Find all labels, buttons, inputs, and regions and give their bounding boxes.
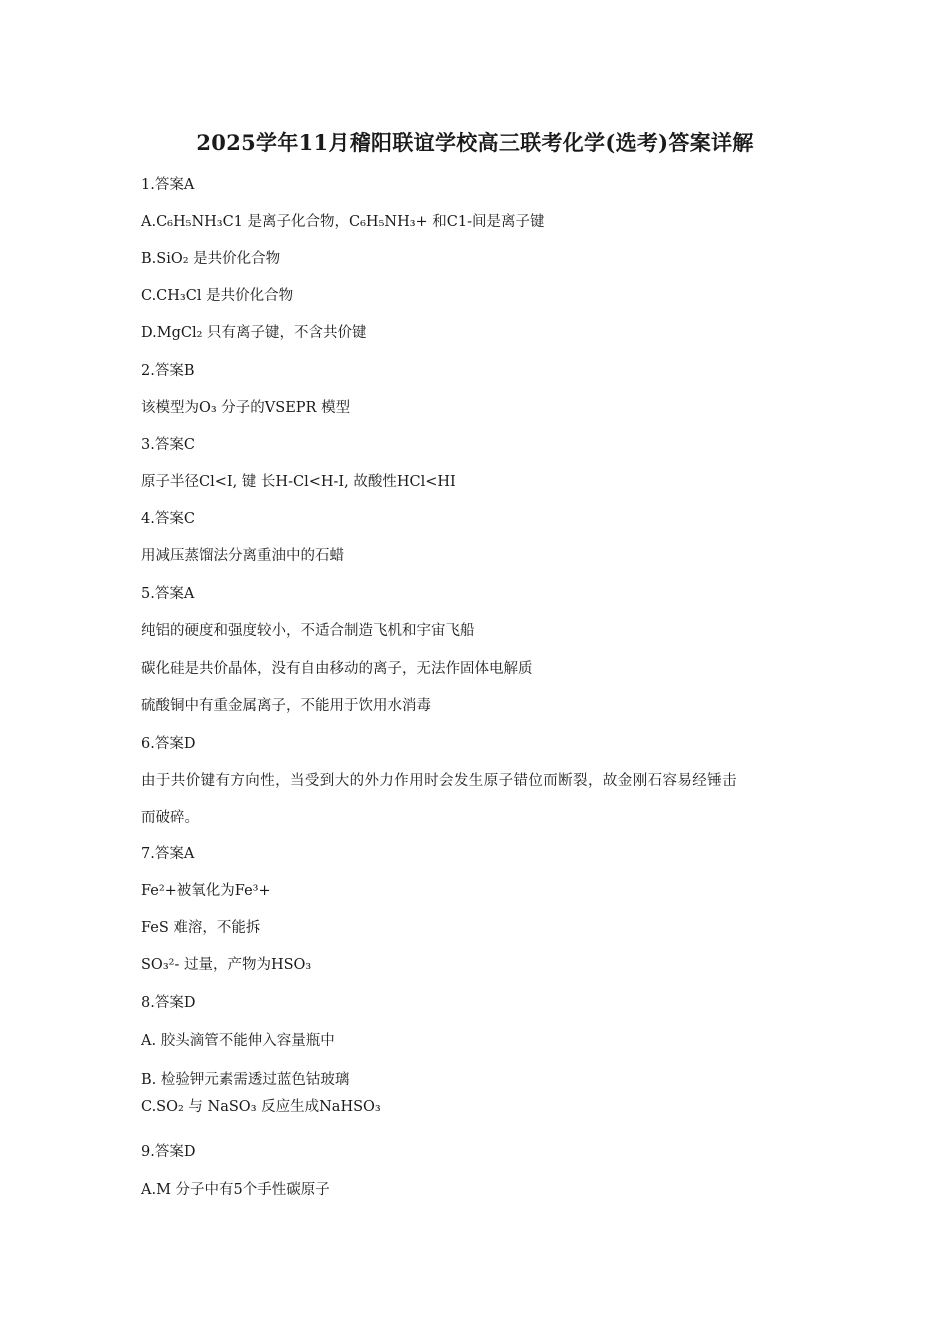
answer-6-explanation-1: 由于共价键有方向性，当受到大的外力作用时会发生原子错位而断裂，故金刚石容易经锤击 (141, 773, 737, 789)
answer-6-heading: 6.答案D (141, 736, 196, 752)
answer-5-explanation-3: 硫酸铜中有重金属离子，不能用于饮用水消毒 (141, 698, 431, 714)
answer-7-heading: 7.答案A (141, 846, 195, 862)
answer-8-option-a: A. 胶头滴管不能伸入容量瓶中 (141, 1033, 335, 1049)
answer-4-heading: 4.答案C (141, 511, 195, 527)
document-title: 2025学年11月稽阳联谊学校高三联考化学(选考)答案详解 (196, 130, 754, 155)
answer-1-option-b: B.SiO₂ 是共价化合物 (141, 251, 281, 267)
answer-1-heading: 1.答案A (141, 177, 195, 193)
answer-3-explanation: 原子半径Cl<I, 键 长H-Cl<H-I, 故酸性HCl<HI (141, 474, 456, 490)
answer-8-heading: 8.答案D (141, 995, 196, 1011)
answer-2-heading: 2.答案B (141, 363, 195, 379)
answer-9-heading: 9.答案D (141, 1144, 196, 1160)
answer-8-option-b: B. 检验钾元素需透过蓝色钴玻璃 (141, 1072, 350, 1088)
answer-4-explanation: 用减压蒸馏法分离重油中的石蜡 (141, 548, 344, 564)
answer-5-explanation-1: 纯铝的硬度和强度较小，不适合制造飞机和宇宙飞船 (141, 623, 475, 639)
answer-7-explanation-3: SO₃²- 过量，产物为HSO₃ (141, 957, 312, 973)
answer-1-option-d: D.MgCl₂ 只有离子键，不含共价键 (141, 325, 367, 341)
answer-5-heading: 5.答案A (141, 586, 195, 602)
answer-6-explanation-2: 而破碎。 (141, 810, 199, 826)
answer-7-explanation-1: Fe²+被氧化为Fe³+ (141, 883, 271, 899)
answer-1-option-a: A.C₆H₅NH₃C1 是离子化合物，C₆H₅NH₃+ 和C1-间是离子键 (141, 214, 545, 230)
answer-1-option-c: C.CH₃Cl 是共价化合物 (141, 288, 294, 304)
answer-9-option-a: A.M 分子中有5个手性碳原子 (141, 1182, 330, 1198)
answer-8-option-c: C.SO₂ 与 NaSO₃ 反应生成NaHSO₃ (141, 1099, 381, 1115)
answer-7-explanation-2: FeS 难溶，不能拆 (141, 920, 261, 936)
answer-2-explanation: 该模型为O₃ 分子的VSEPR 模型 (141, 400, 351, 416)
answer-5-explanation-2: 碳化硅是共价晶体，没有自由移动的离子，无法作固体电解质 (141, 661, 533, 677)
answer-3-heading: 3.答案C (141, 437, 195, 453)
